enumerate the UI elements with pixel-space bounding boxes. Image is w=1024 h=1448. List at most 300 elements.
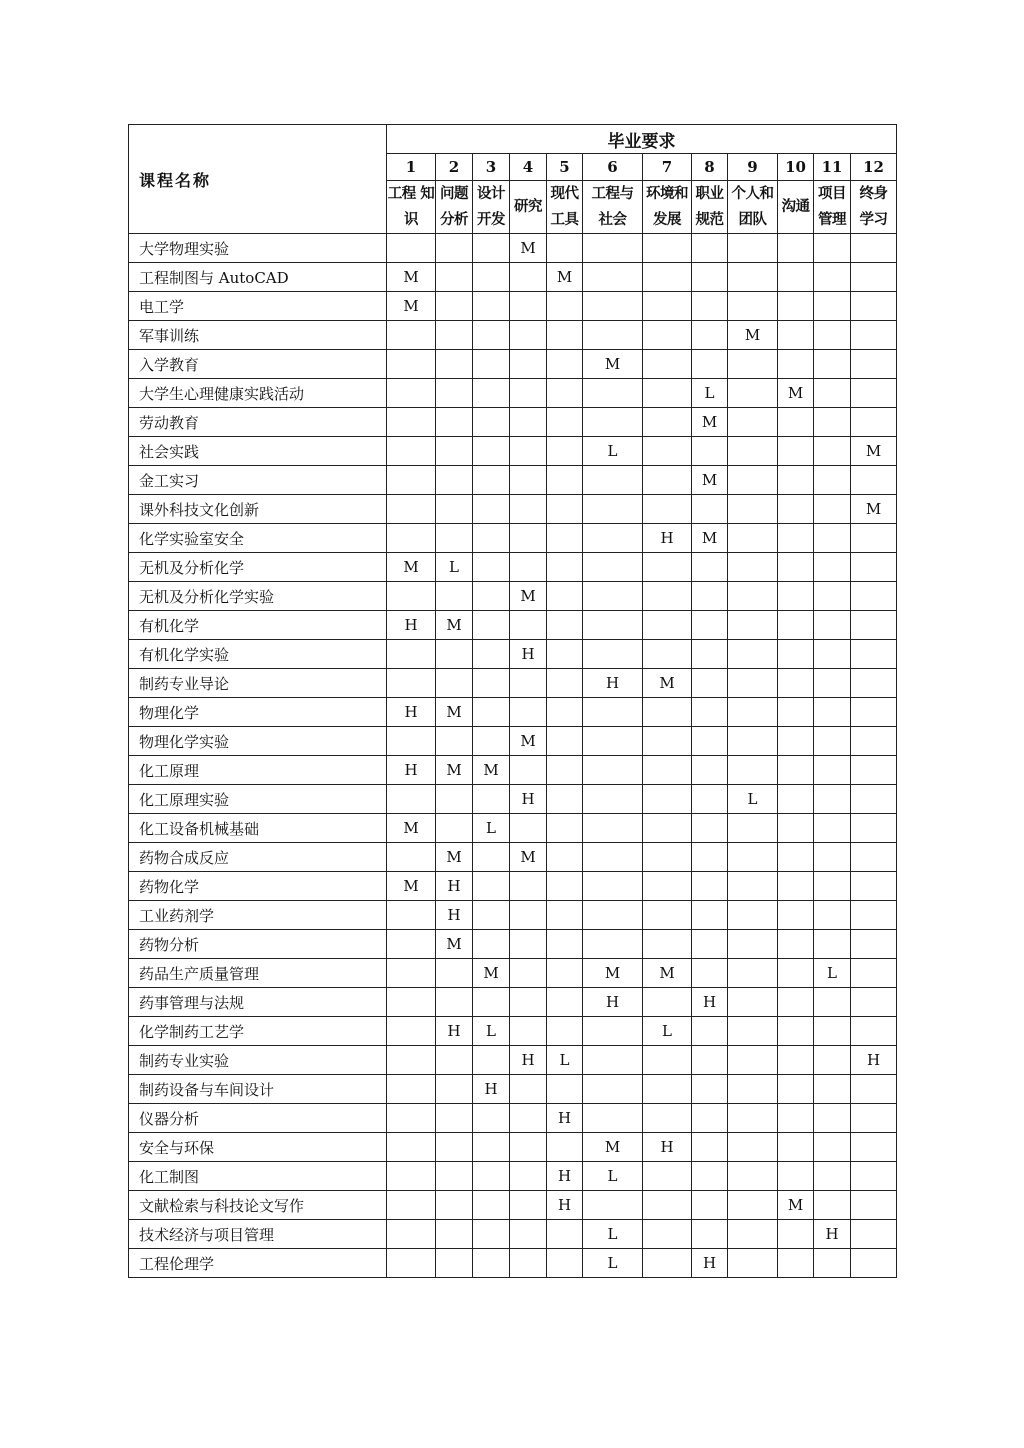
course-name-cell: 物理化学 <box>129 698 387 727</box>
support-level-cell: M <box>510 582 547 611</box>
support-level-cell <box>510 814 547 843</box>
requirement-number-10: 10 <box>778 154 814 181</box>
support-level-cell <box>387 408 436 437</box>
support-level-cell <box>778 901 814 930</box>
support-level-cell <box>436 959 473 988</box>
support-level-cell: H <box>643 524 692 553</box>
course-name-cell: 化学制药工艺学 <box>129 1017 387 1046</box>
support-level-cell <box>547 611 583 640</box>
support-level-cell <box>547 321 583 350</box>
support-level-cell <box>778 640 814 669</box>
support-level-cell <box>583 582 643 611</box>
requirement-label-1: 工程 知识 <box>387 181 436 234</box>
support-level-cell <box>583 1075 643 1104</box>
requirement-label-8: 职业 规范 <box>692 181 728 234</box>
support-level-cell <box>728 611 778 640</box>
support-level-cell <box>778 1162 814 1191</box>
support-level-cell: H <box>692 1249 728 1278</box>
support-level-cell <box>778 234 814 263</box>
support-level-cell <box>473 1191 510 1220</box>
course-name-cell: 无机及分析化学实验 <box>129 582 387 611</box>
support-level-cell: H <box>510 640 547 669</box>
support-level-cell <box>692 959 728 988</box>
support-level-cell: M <box>510 843 547 872</box>
support-level-cell <box>547 814 583 843</box>
support-level-cell <box>692 1017 728 1046</box>
support-level-cell <box>387 930 436 959</box>
support-level-cell: H <box>692 988 728 1017</box>
support-level-cell <box>387 524 436 553</box>
support-level-cell <box>692 640 728 669</box>
support-level-cell <box>583 321 643 350</box>
support-level-cell <box>510 350 547 379</box>
support-level-cell <box>728 379 778 408</box>
support-level-cell <box>583 756 643 785</box>
support-level-cell <box>547 408 583 437</box>
support-level-cell <box>547 437 583 466</box>
support-level-cell <box>510 959 547 988</box>
support-level-cell <box>547 756 583 785</box>
support-level-cell <box>387 321 436 350</box>
table-row <box>129 959 897 988</box>
support-level-cell <box>814 1162 851 1191</box>
support-level-cell <box>692 495 728 524</box>
requirement-label-10: 沟通 <box>778 181 814 234</box>
support-level-cell <box>510 437 547 466</box>
support-level-cell <box>583 698 643 727</box>
support-level-cell <box>436 582 473 611</box>
requirement-number-6: 6 <box>583 154 643 181</box>
support-level-cell <box>583 785 643 814</box>
support-level-cell <box>851 1104 897 1133</box>
support-level-cell <box>643 263 692 292</box>
support-level-cell: H <box>547 1162 583 1191</box>
course-name-cell: 化工制图 <box>129 1162 387 1191</box>
support-level-cell <box>510 1017 547 1046</box>
support-level-cell <box>583 379 643 408</box>
support-level-cell <box>728 263 778 292</box>
table-row <box>129 1046 897 1075</box>
support-level-cell: M <box>643 959 692 988</box>
support-level-cell <box>387 466 436 495</box>
support-level-cell: M <box>583 959 643 988</box>
support-level-cell <box>692 1162 728 1191</box>
support-level-cell <box>510 930 547 959</box>
support-level-cell <box>692 582 728 611</box>
support-level-cell <box>778 1249 814 1278</box>
support-level-cell <box>547 553 583 582</box>
table-row <box>129 698 897 727</box>
support-level-cell <box>643 901 692 930</box>
support-level-cell <box>473 292 510 321</box>
course-name-cell: 药物化学 <box>129 872 387 901</box>
support-level-cell <box>547 379 583 408</box>
requirements-matrix-table <box>128 124 897 1278</box>
support-level-cell <box>851 1075 897 1104</box>
table-row <box>129 640 897 669</box>
support-level-cell: M <box>436 698 473 727</box>
support-level-cell <box>814 901 851 930</box>
support-level-cell <box>510 901 547 930</box>
support-level-cell <box>436 1046 473 1075</box>
support-level-cell <box>387 785 436 814</box>
course-name-cell: 药品生产质量管理 <box>129 959 387 988</box>
support-level-cell <box>547 901 583 930</box>
support-level-cell <box>851 466 897 495</box>
support-level-cell <box>814 1075 851 1104</box>
support-level-cell <box>436 524 473 553</box>
support-level-cell <box>473 872 510 901</box>
course-name-cell: 课外科技文化创新 <box>129 495 387 524</box>
support-level-cell <box>473 466 510 495</box>
support-level-cell <box>814 437 851 466</box>
support-level-cell <box>692 843 728 872</box>
support-level-cell <box>814 1104 851 1133</box>
course-name-cell: 物理化学实验 <box>129 727 387 756</box>
support-level-cell <box>692 669 728 698</box>
support-level-cell <box>851 930 897 959</box>
support-level-cell <box>473 379 510 408</box>
support-level-cell: M <box>583 350 643 379</box>
support-level-cell <box>692 321 728 350</box>
support-level-cell <box>473 1220 510 1249</box>
support-level-cell <box>728 930 778 959</box>
support-level-cell: M <box>778 1191 814 1220</box>
course-name-cell: 化学实验室安全 <box>129 524 387 553</box>
support-level-cell: L <box>473 814 510 843</box>
support-level-cell <box>473 553 510 582</box>
support-level-cell <box>436 785 473 814</box>
support-level-cell <box>778 1017 814 1046</box>
support-level-cell <box>643 843 692 872</box>
support-level-cell: H <box>436 1017 473 1046</box>
course-name-cell: 工业药剂学 <box>129 901 387 930</box>
support-level-cell <box>547 669 583 698</box>
course-name-cell: 药事管理与法规 <box>129 988 387 1017</box>
support-level-cell <box>643 1046 692 1075</box>
table-row <box>129 350 897 379</box>
support-level-cell: H <box>851 1046 897 1075</box>
support-level-cell <box>436 495 473 524</box>
requirement-number-2: 2 <box>436 154 473 181</box>
requirement-label-11: 项目 管理 <box>814 181 851 234</box>
support-level-cell <box>473 640 510 669</box>
support-level-cell <box>436 234 473 263</box>
support-level-cell <box>387 727 436 756</box>
support-level-cell <box>547 1075 583 1104</box>
support-level-cell <box>778 1104 814 1133</box>
support-level-cell <box>692 437 728 466</box>
table-row <box>129 553 897 582</box>
support-level-cell <box>728 1075 778 1104</box>
support-level-cell <box>851 843 897 872</box>
support-level-cell <box>851 553 897 582</box>
requirement-label-4: 研究 <box>510 181 547 234</box>
support-level-cell: H <box>583 988 643 1017</box>
support-level-cell <box>814 1133 851 1162</box>
support-level-cell <box>851 901 897 930</box>
support-level-cell <box>643 785 692 814</box>
table-row <box>129 524 897 553</box>
support-level-cell <box>583 408 643 437</box>
support-level-cell <box>643 408 692 437</box>
graduation-requirements-title: 毕业要求 <box>387 125 897 154</box>
support-level-cell <box>728 1191 778 1220</box>
table-row <box>129 814 897 843</box>
support-level-cell <box>851 350 897 379</box>
support-level-cell <box>778 408 814 437</box>
support-level-cell <box>728 292 778 321</box>
support-level-cell <box>778 1133 814 1162</box>
course-name-cell: 工程伦理学 <box>129 1249 387 1278</box>
support-level-cell: L <box>814 959 851 988</box>
support-level-cell <box>643 234 692 263</box>
course-name-cell: 化工原理实验 <box>129 785 387 814</box>
requirement-number-4: 4 <box>510 154 547 181</box>
support-level-cell <box>387 1191 436 1220</box>
support-level-cell: M <box>728 321 778 350</box>
requirement-label-6: 工程与 社会 <box>583 181 643 234</box>
support-level-cell <box>692 1075 728 1104</box>
support-level-cell <box>728 901 778 930</box>
table-row <box>129 669 897 698</box>
support-level-cell <box>473 582 510 611</box>
support-level-cell <box>547 1017 583 1046</box>
support-level-cell <box>851 321 897 350</box>
course-name-cell: 制药专业实验 <box>129 1046 387 1075</box>
support-level-cell <box>643 1075 692 1104</box>
table-row <box>129 1191 897 1220</box>
table-row <box>129 843 897 872</box>
support-level-cell <box>473 1104 510 1133</box>
support-level-cell: M <box>387 872 436 901</box>
support-level-cell <box>778 292 814 321</box>
support-level-cell <box>851 727 897 756</box>
course-name-cell: 仪器分析 <box>129 1104 387 1133</box>
support-level-cell <box>387 988 436 1017</box>
support-level-cell <box>778 524 814 553</box>
table-row <box>129 1249 897 1278</box>
table-row <box>129 437 897 466</box>
support-level-cell: H <box>510 1046 547 1075</box>
requirement-number-8: 8 <box>692 154 728 181</box>
support-level-cell <box>547 524 583 553</box>
support-level-cell <box>643 930 692 959</box>
support-level-cell <box>583 466 643 495</box>
support-level-cell <box>692 553 728 582</box>
support-level-cell <box>643 814 692 843</box>
support-level-cell <box>547 843 583 872</box>
support-level-cell <box>387 1249 436 1278</box>
support-level-cell: M <box>692 524 728 553</box>
table-row <box>129 756 897 785</box>
support-level-cell <box>851 408 897 437</box>
support-level-cell: M <box>583 1133 643 1162</box>
support-level-cell <box>510 1162 547 1191</box>
support-level-cell <box>814 524 851 553</box>
support-level-cell <box>728 1220 778 1249</box>
support-level-cell: M <box>510 727 547 756</box>
support-level-cell: L <box>583 1162 643 1191</box>
support-level-cell <box>473 321 510 350</box>
support-level-cell <box>814 814 851 843</box>
support-level-cell <box>510 292 547 321</box>
table-row <box>129 1104 897 1133</box>
support-level-cell <box>583 640 643 669</box>
course-name-cell: 有机化学实验 <box>129 640 387 669</box>
support-level-cell <box>547 640 583 669</box>
support-level-cell <box>510 1133 547 1162</box>
table-row <box>129 466 897 495</box>
support-level-cell <box>387 582 436 611</box>
requirement-label-3: 设计 开发 <box>473 181 510 234</box>
support-level-cell <box>643 379 692 408</box>
support-level-cell <box>473 350 510 379</box>
support-level-cell <box>547 350 583 379</box>
support-level-cell <box>473 1249 510 1278</box>
support-level-cell <box>692 872 728 901</box>
support-level-cell <box>814 611 851 640</box>
support-level-cell <box>728 988 778 1017</box>
support-level-cell <box>778 727 814 756</box>
support-level-cell <box>778 350 814 379</box>
support-level-cell: M <box>510 234 547 263</box>
table-row <box>129 582 897 611</box>
support-level-cell <box>387 901 436 930</box>
support-level-cell <box>583 263 643 292</box>
course-name-cell: 无机及分析化学 <box>129 553 387 582</box>
course-name-cell: 药物分析 <box>129 930 387 959</box>
support-level-cell: H <box>547 1191 583 1220</box>
support-level-cell: L <box>583 1249 643 1278</box>
table-row <box>129 1220 897 1249</box>
support-level-cell: M <box>436 930 473 959</box>
support-level-cell <box>643 437 692 466</box>
table-row <box>129 727 897 756</box>
support-level-cell <box>473 785 510 814</box>
support-level-cell <box>643 495 692 524</box>
support-level-cell <box>473 1133 510 1162</box>
support-level-cell <box>436 1249 473 1278</box>
course-name-cell: 文献检索与科技论文写作 <box>129 1191 387 1220</box>
support-level-cell <box>692 1191 728 1220</box>
requirement-number-11: 11 <box>814 154 851 181</box>
table-row <box>129 321 897 350</box>
support-level-cell <box>510 698 547 727</box>
support-level-cell <box>547 1249 583 1278</box>
support-level-cell <box>692 611 728 640</box>
support-level-cell <box>851 524 897 553</box>
table-row <box>129 234 897 263</box>
support-level-cell <box>814 234 851 263</box>
support-level-cell <box>851 785 897 814</box>
course-name-cell: 药物合成反应 <box>129 843 387 872</box>
support-level-cell <box>728 1046 778 1075</box>
support-level-cell <box>473 611 510 640</box>
support-level-cell <box>814 553 851 582</box>
support-level-cell <box>778 1220 814 1249</box>
support-level-cell <box>692 785 728 814</box>
support-level-cell <box>473 843 510 872</box>
support-level-cell <box>473 669 510 698</box>
table-row <box>129 988 897 1017</box>
support-level-cell: L <box>583 1220 643 1249</box>
support-level-cell <box>473 698 510 727</box>
support-level-cell <box>583 1046 643 1075</box>
table-row <box>129 263 897 292</box>
support-level-cell <box>387 843 436 872</box>
support-level-cell <box>436 379 473 408</box>
support-level-cell <box>814 785 851 814</box>
support-level-cell <box>814 930 851 959</box>
support-level-cell <box>387 350 436 379</box>
support-level-cell <box>692 1133 728 1162</box>
support-level-cell <box>728 814 778 843</box>
support-level-cell <box>547 234 583 263</box>
support-level-cell: H <box>583 669 643 698</box>
support-level-cell <box>436 408 473 437</box>
support-level-cell <box>643 988 692 1017</box>
course-name-cell: 军事训练 <box>129 321 387 350</box>
table-row <box>129 611 897 640</box>
support-level-cell <box>814 640 851 669</box>
support-level-cell <box>436 292 473 321</box>
support-level-cell <box>510 466 547 495</box>
support-level-cell <box>692 814 728 843</box>
support-level-cell: H <box>510 785 547 814</box>
support-level-cell <box>851 263 897 292</box>
support-level-cell <box>436 263 473 292</box>
support-level-cell <box>814 669 851 698</box>
support-level-cell <box>510 321 547 350</box>
support-level-cell: M <box>547 263 583 292</box>
support-level-cell <box>643 350 692 379</box>
support-level-cell <box>387 437 436 466</box>
support-level-cell <box>547 582 583 611</box>
support-level-cell <box>510 1075 547 1104</box>
support-level-cell <box>778 814 814 843</box>
support-level-cell <box>387 669 436 698</box>
support-level-cell: M <box>387 263 436 292</box>
table-row <box>129 1133 897 1162</box>
support-level-cell <box>510 988 547 1017</box>
support-level-cell <box>510 263 547 292</box>
support-level-cell: H <box>643 1133 692 1162</box>
support-level-cell <box>851 582 897 611</box>
support-level-cell <box>728 959 778 988</box>
support-level-cell: H <box>814 1220 851 1249</box>
support-level-cell: H <box>387 698 436 727</box>
support-level-cell: H <box>436 901 473 930</box>
header-title-row <box>129 125 897 154</box>
support-level-cell <box>510 408 547 437</box>
support-level-cell <box>728 669 778 698</box>
support-level-cell <box>547 959 583 988</box>
support-level-cell <box>473 263 510 292</box>
support-level-cell <box>387 1133 436 1162</box>
support-level-cell <box>436 466 473 495</box>
support-level-cell <box>583 524 643 553</box>
support-level-cell <box>814 582 851 611</box>
support-level-cell <box>583 1104 643 1133</box>
support-level-cell <box>473 408 510 437</box>
support-level-cell <box>547 466 583 495</box>
support-level-cell <box>473 988 510 1017</box>
support-level-cell <box>851 1220 897 1249</box>
support-level-cell <box>851 959 897 988</box>
support-level-cell <box>510 379 547 408</box>
course-name-cell: 劳动教育 <box>129 408 387 437</box>
